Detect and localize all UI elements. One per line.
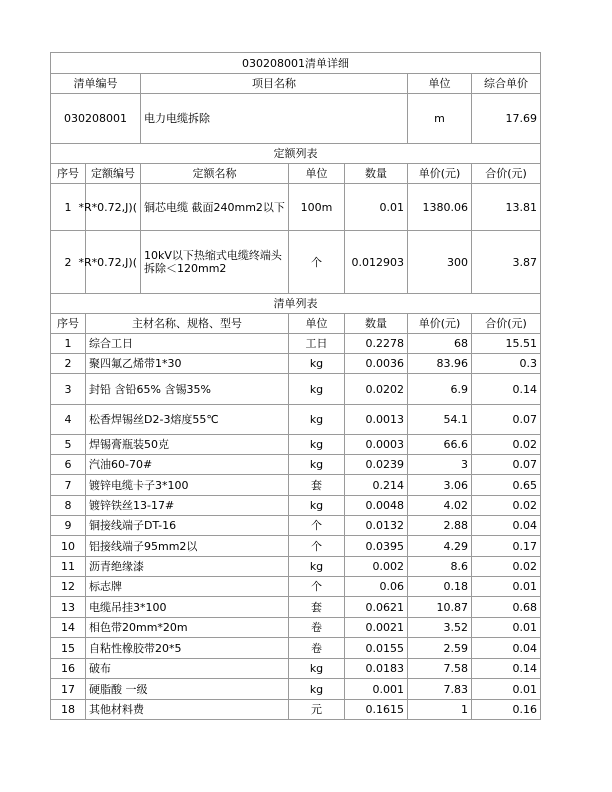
quota-qty: 0.01 [345, 184, 408, 231]
item-unit: m [408, 94, 472, 144]
material-section-row [51, 294, 541, 314]
material-qty: 0.0013 [345, 405, 408, 435]
quota-row [51, 231, 541, 294]
material-unit: 卷 [289, 638, 345, 659]
material-total: 0.16 [472, 700, 541, 720]
quota-total: 3.87 [472, 231, 541, 294]
material-qty: 0.214 [345, 475, 408, 496]
quota-unit: 个 [289, 231, 345, 294]
material-name: 沥青绝缘漆 [86, 557, 289, 577]
material-unit: 工日 [289, 334, 345, 354]
material-name: 电缆吊挂3*100 [86, 597, 289, 618]
quota-seq: 2 [51, 231, 86, 294]
material-seq: 16 [51, 659, 86, 679]
item-code-header: 清单编号 [51, 74, 141, 94]
material-price: 1 [408, 700, 472, 720]
material-name: 聚四氟乙烯带1*30 [86, 354, 289, 374]
material-price: 3.06 [408, 475, 472, 496]
quota-name-header: 定额名称 [141, 164, 289, 184]
material-unit: 套 [289, 475, 345, 496]
sheet-title: 030208001清单详细 [51, 53, 541, 74]
quota-name: 10kV以下热缩式电缆终端头拆除＜120mm2 [141, 231, 289, 294]
material-unit: 卷 [289, 618, 345, 638]
material-unit: 个 [289, 536, 345, 557]
material-qty: 0.0183 [345, 659, 408, 679]
material-seq: 15 [51, 638, 86, 659]
material-seq: 8 [51, 496, 86, 516]
material-seq: 4 [51, 405, 86, 435]
material-total-header: 合价(元) [472, 314, 541, 334]
material-row [51, 334, 541, 354]
material-total: 0.07 [472, 455, 541, 475]
quota-qty-header: 数量 [345, 164, 408, 184]
material-unit: kg [289, 374, 345, 405]
item-name-header: 项目名称 [141, 74, 408, 94]
material-header-row [51, 314, 541, 334]
quota-total-header: 合价(元) [472, 164, 541, 184]
material-price: 7.58 [408, 659, 472, 679]
material-seq: 18 [51, 700, 86, 720]
material-name: 焊锡膏瓶装50克 [86, 435, 289, 455]
material-total: 0.02 [472, 496, 541, 516]
material-price: 66.6 [408, 435, 472, 455]
detail-sheet [50, 52, 540, 720]
title-row [51, 53, 541, 74]
material-name: 其他材料费 [86, 700, 289, 720]
quota-qty: 0.012903 [345, 231, 408, 294]
material-qty: 0.001 [345, 679, 408, 700]
material-price: 2.59 [408, 638, 472, 659]
material-unit-header: 单位 [289, 314, 345, 334]
material-total: 0.01 [472, 577, 541, 597]
material-total: 0.01 [472, 618, 541, 638]
material-unit: kg [289, 496, 345, 516]
material-unit: 个 [289, 516, 345, 536]
quota-row [51, 184, 541, 231]
material-unit: kg [289, 435, 345, 455]
material-price: 0.18 [408, 577, 472, 597]
material-total: 0.14 [472, 659, 541, 679]
material-row [51, 455, 541, 475]
material-price: 4.29 [408, 536, 472, 557]
material-qty: 0.0202 [345, 374, 408, 405]
quota-section-row [51, 144, 541, 164]
material-total: 0.17 [472, 536, 541, 557]
material-total: 0.01 [472, 679, 541, 700]
material-price: 3.52 [408, 618, 472, 638]
quota-name: 铜芯电缆 截面240mm2以下 [141, 184, 289, 231]
material-price: 6.9 [408, 374, 472, 405]
material-price: 3 [408, 455, 472, 475]
material-row [51, 516, 541, 536]
material-total: 0.3 [472, 354, 541, 374]
material-name: 综合工日 [86, 334, 289, 354]
material-price: 4.02 [408, 496, 472, 516]
quota-code-header: 定额编号 [86, 164, 141, 184]
material-row [51, 536, 541, 557]
material-price: 83.96 [408, 354, 472, 374]
material-total: 0.02 [472, 557, 541, 577]
quota-code: )(R*0.72,J* [86, 184, 141, 231]
material-row [51, 659, 541, 679]
material-price: 54.1 [408, 405, 472, 435]
material-qty: 0.0021 [345, 618, 408, 638]
quota-header-row [51, 164, 541, 184]
quota-code: )(R*0.72,J* [86, 231, 141, 294]
material-qty: 0.1615 [345, 700, 408, 720]
material-unit: kg [289, 557, 345, 577]
material-unit: 元 [289, 700, 345, 720]
material-seq: 17 [51, 679, 86, 700]
material-qty: 0.0155 [345, 638, 408, 659]
material-row [51, 475, 541, 496]
item-header-row [51, 74, 541, 94]
quota-unit-header: 单位 [289, 164, 345, 184]
material-name: 相色带20mm*20m [86, 618, 289, 638]
material-seq: 2 [51, 354, 86, 374]
material-qty: 0.0621 [345, 597, 408, 618]
material-seq: 6 [51, 455, 86, 475]
material-seq: 10 [51, 536, 86, 557]
material-qty: 0.0395 [345, 536, 408, 557]
material-row [51, 679, 541, 700]
material-seq: 7 [51, 475, 86, 496]
quota-price-header: 单价(元) [408, 164, 472, 184]
material-row [51, 638, 541, 659]
material-qty: 0.0036 [345, 354, 408, 374]
material-price-header: 单价(元) [408, 314, 472, 334]
material-qty: 0.0048 [345, 496, 408, 516]
material-total: 15.51 [472, 334, 541, 354]
material-name: 破布 [86, 659, 289, 679]
material-name: 铝接线端子95mm2以 [86, 536, 289, 557]
material-total: 0.07 [472, 405, 541, 435]
quota-price: 1380.06 [408, 184, 472, 231]
material-qty: 0.0003 [345, 435, 408, 455]
material-seq: 5 [51, 435, 86, 455]
quota-unit: 100m [289, 184, 345, 231]
material-qty: 0.06 [345, 577, 408, 597]
material-qty: 0.2278 [345, 334, 408, 354]
quota-seq-header: 序号 [51, 164, 86, 184]
material-total: 0.02 [472, 435, 541, 455]
material-qty: 0.002 [345, 557, 408, 577]
material-unit: 个 [289, 577, 345, 597]
material-seq: 14 [51, 618, 86, 638]
material-row [51, 618, 541, 638]
material-qty-header: 数量 [345, 314, 408, 334]
material-row [51, 557, 541, 577]
material-total: 0.04 [472, 516, 541, 536]
material-row [51, 496, 541, 516]
material-seq: 3 [51, 374, 86, 405]
material-row [51, 354, 541, 374]
material-row [51, 700, 541, 720]
material-seq: 1 [51, 334, 86, 354]
material-qty: 0.0239 [345, 455, 408, 475]
material-name: 汽油60-70# [86, 455, 289, 475]
material-price: 8.6 [408, 557, 472, 577]
material-price: 2.88 [408, 516, 472, 536]
quota-total: 13.81 [472, 184, 541, 231]
item-price-header: 综合单价 [472, 74, 541, 94]
material-unit: kg [289, 679, 345, 700]
material-seq: 11 [51, 557, 86, 577]
material-price: 7.83 [408, 679, 472, 700]
material-row [51, 374, 541, 405]
quota-seq: 1 [51, 184, 86, 231]
material-unit: kg [289, 455, 345, 475]
material-name: 标志牌 [86, 577, 289, 597]
material-unit: kg [289, 405, 345, 435]
material-name-header: 主材名称、规格、型号 [86, 314, 289, 334]
material-seq-header: 序号 [51, 314, 86, 334]
item-name: 电力电缆拆除 [141, 94, 408, 144]
quota-section-title: 定额列表 [51, 144, 541, 164]
item-unit-header: 单位 [408, 74, 472, 94]
material-name: 自粘性橡胶带20*5 [86, 638, 289, 659]
material-seq: 9 [51, 516, 86, 536]
material-price: 10.87 [408, 597, 472, 618]
material-name: 封铅 含铅65% 含锡35% [86, 374, 289, 405]
material-total: 0.14 [472, 374, 541, 405]
item-price: 17.69 [472, 94, 541, 144]
item-row [51, 94, 541, 144]
material-name: 铜接线端子DT-16 [86, 516, 289, 536]
material-total: 0.65 [472, 475, 541, 496]
material-seq: 12 [51, 577, 86, 597]
material-row [51, 577, 541, 597]
material-name: 镀锌铁丝13-17# [86, 496, 289, 516]
material-section-title: 清单列表 [51, 294, 541, 314]
material-total: 0.68 [472, 597, 541, 618]
material-row [51, 435, 541, 455]
quota-price: 300 [408, 231, 472, 294]
material-qty: 0.0132 [345, 516, 408, 536]
material-total: 0.04 [472, 638, 541, 659]
item-code: 030208001 [51, 94, 141, 144]
material-row [51, 405, 541, 435]
material-name: 镀锌电缆卡子3*100 [86, 475, 289, 496]
material-seq: 13 [51, 597, 86, 618]
material-unit: 套 [289, 597, 345, 618]
material-name: 松香焊锡丝D2-3熔度55℃ [86, 405, 289, 435]
material-unit: kg [289, 659, 345, 679]
material-unit: kg [289, 354, 345, 374]
detail-table [50, 52, 541, 720]
material-name: 硬脂酸 一级 [86, 679, 289, 700]
material-price: 68 [408, 334, 472, 354]
material-row [51, 597, 541, 618]
